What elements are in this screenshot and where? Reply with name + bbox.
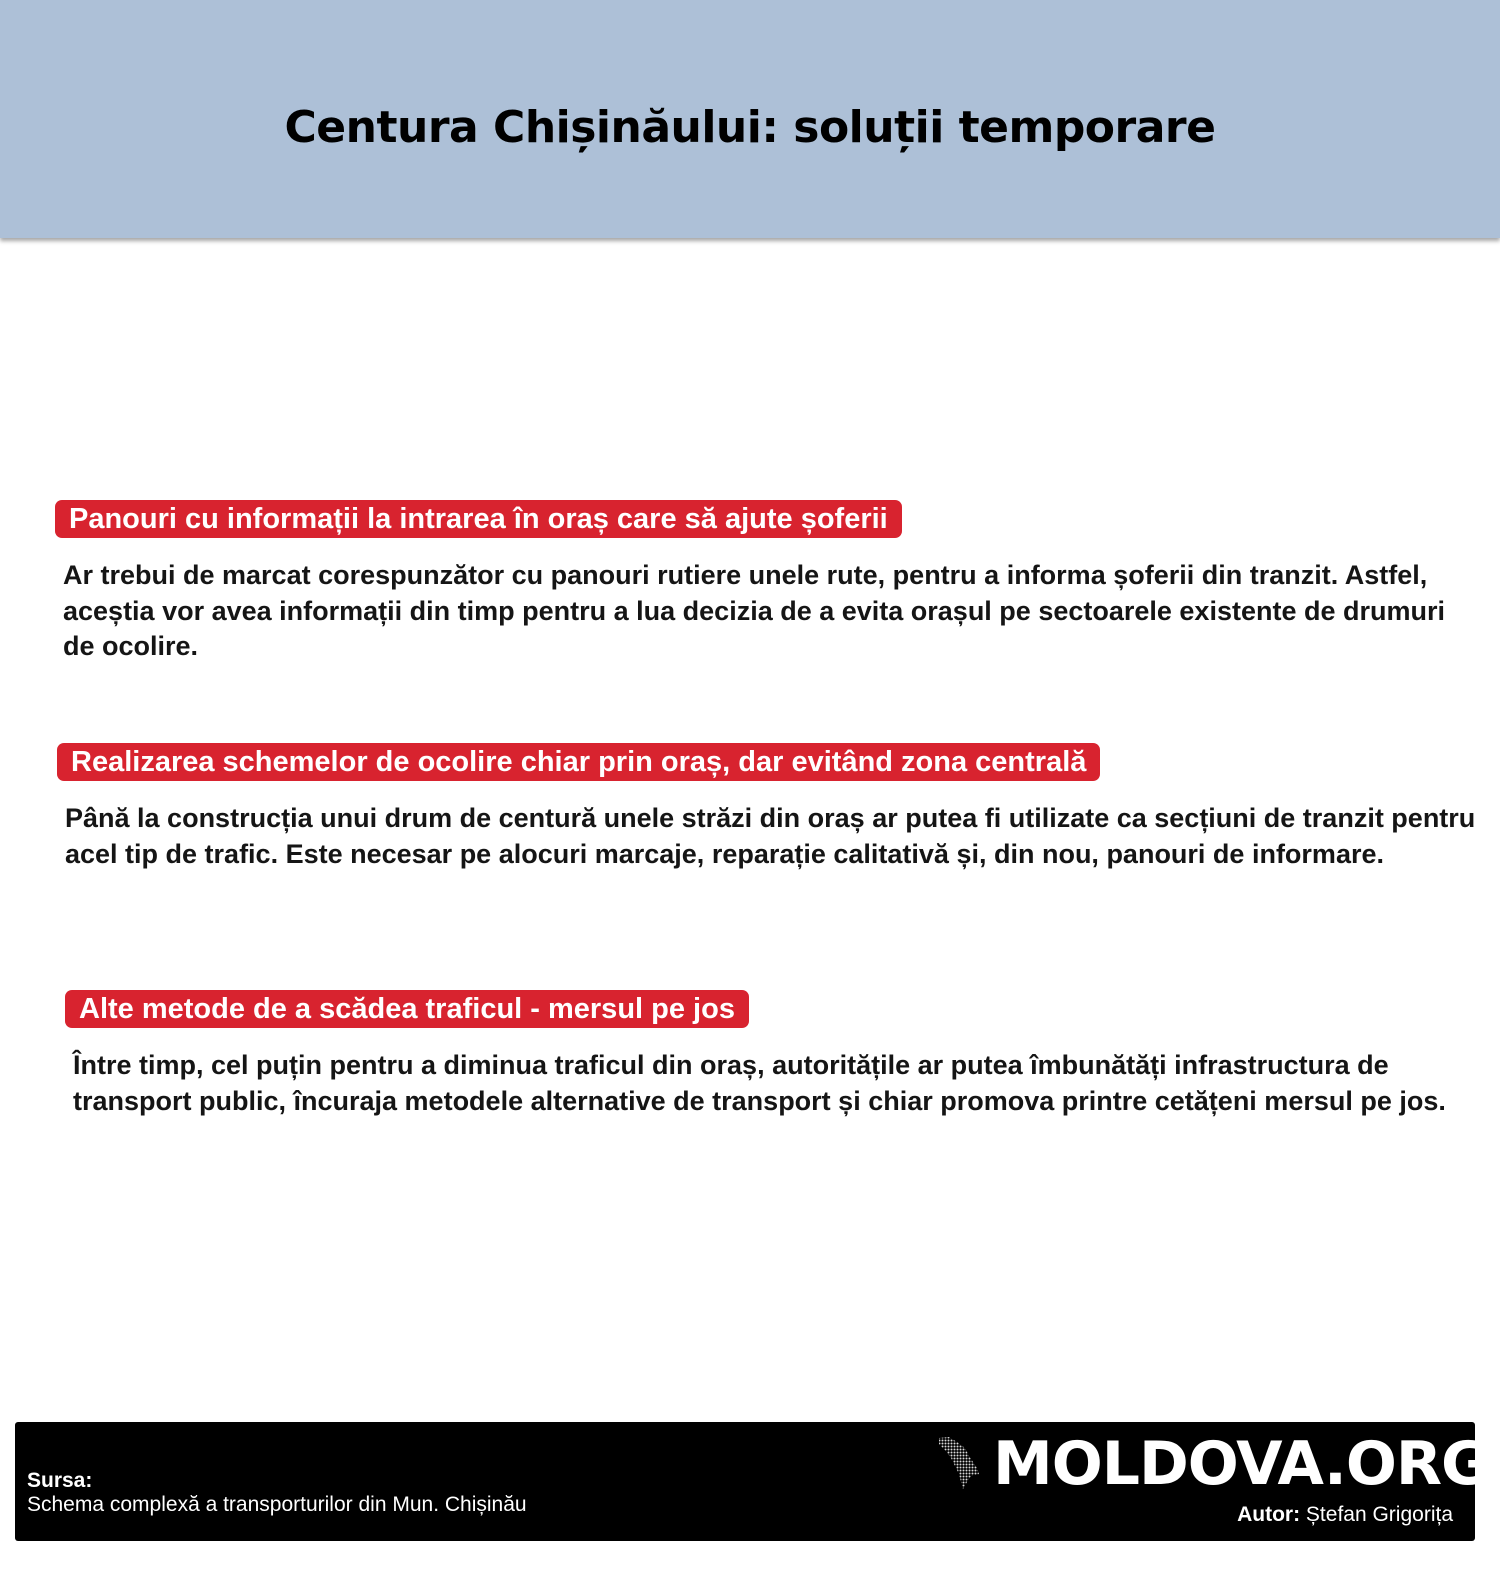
section-heading: Realizarea schemelor de ocolire chiar prin oraș, dar evitând zona centrală <box>57 743 1100 781</box>
author-credit <box>1237 1502 1453 1528</box>
section-heading: Alte metode de a scădea traficul - mersul pe jos <box>65 990 749 1028</box>
section-body: Ar trebui de marcat corespunzător cu panouri rutiere unele rute, pentru a informa șoferii din tranzit. Astfel, aceștia vor avea informații din timp pentru a lua decizia de a evita orașul pe sectoarele existente de drumuri de ocolire. <box>63 560 1445 661</box>
moldova-map-icon <box>935 1436 981 1490</box>
section-detour-schemes <box>57 743 1477 872</box>
section-info-panels <box>55 500 1465 665</box>
section-body: Între timp, cel puțin pentru a diminua traficul din oraș, autoritățile ar putea îmbunătăți infrastructura de transport public, încuraja metodele alternative de transport și chiar promova printre cetățeni mersul pe jos. <box>73 1050 1446 1116</box>
section-heading: Panouri cu informații la intrarea în oraș care să ajute șoferii <box>55 500 902 538</box>
section-body: Până la construcția unui drum de centură unele străzi din oraș ar putea fi utilizate ca secțiuni de tranzit pentru acel tip de trafic. Este necesar pe alocuri marcaje, reparație calitativă și, din nou, panouri de informare. <box>65 803 1476 869</box>
author-label: Autor: <box>1237 1503 1301 1526</box>
footer-bar <box>15 1422 1490 1541</box>
author-name: Ștefan Grigorița <box>1305 1503 1453 1526</box>
moldova-org-logo: MOLDOVA.ORG <box>993 1429 1490 1499</box>
page-title: Centura Chișinăului: soluții temporare <box>284 102 1216 153</box>
source-label: Sursa: <box>27 1469 93 1492</box>
source-text: Schema complexă a transporturilor din Mun. Chișinău <box>27 1493 527 1516</box>
section-other-methods <box>65 990 1485 1119</box>
header-banner <box>0 0 1500 238</box>
